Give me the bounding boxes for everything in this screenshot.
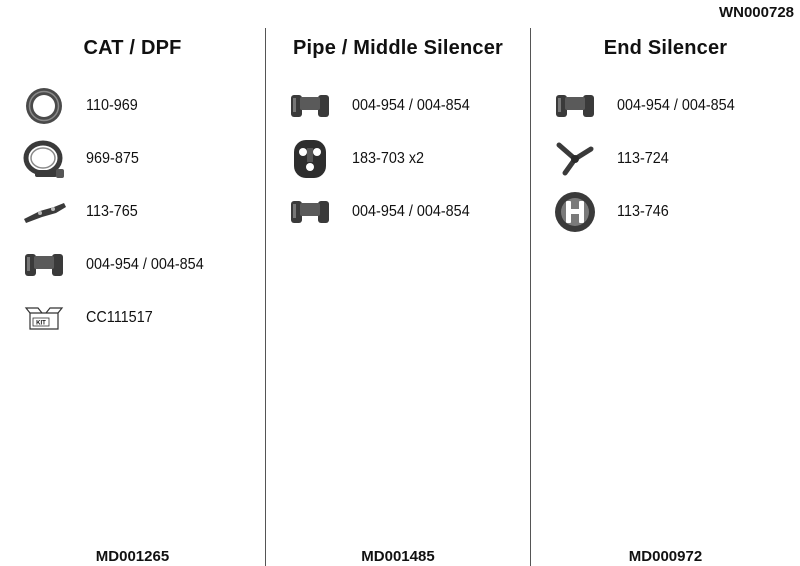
column-cat-dpf [0, 0, 265, 566]
part-number: 113-765 [86, 203, 138, 220]
part-number: 004-954 / 004-854 [86, 256, 204, 273]
part-number: 110-969 [86, 97, 138, 114]
part-number: 004-954 / 004-854 [617, 97, 735, 114]
part-row [286, 190, 483, 234]
part-number: 969-875 [86, 150, 139, 167]
column-footer-code: MD001485 [361, 548, 435, 565]
column-footer-code: MD000972 [628, 548, 703, 565]
column-end-silencer [531, 0, 800, 566]
part-row [20, 137, 145, 181]
rubber-mount-icon [286, 190, 334, 234]
rubber-mount-icon [286, 84, 334, 128]
column-title: Pipe / Middle Silencer [292, 37, 503, 59]
kit-box-icon [20, 296, 68, 340]
part-row [286, 84, 483, 128]
v-band-clamp-icon [20, 137, 68, 181]
part-row [20, 190, 144, 234]
part-row [286, 137, 432, 181]
part-row [551, 137, 675, 181]
part-number: 004-954 / 004-854 [352, 97, 470, 114]
part-number: 113-746 [617, 203, 669, 220]
round-hanger-icon [551, 190, 599, 234]
part-number: 113-724 [617, 150, 669, 167]
column-footer-code: MD001265 [95, 548, 170, 565]
part-number: 183-703 x2 [352, 150, 425, 167]
part-row [551, 190, 675, 234]
rubber-strap-icon [20, 190, 68, 234]
part-row [20, 243, 217, 287]
part-number: CC111517 [86, 309, 153, 326]
kit-box-icon-label: KIT [36, 320, 46, 327]
gasket-ring-icon [20, 84, 68, 128]
rubber-mount-icon [551, 84, 599, 128]
part-row [20, 296, 160, 340]
column-title: CAT / DPF [83, 37, 182, 59]
column-pipe-middle-silencer [266, 0, 530, 566]
rubber-hanger-icon [286, 137, 334, 181]
document-code: WN000728 [718, 4, 794, 21]
part-number: 004-954 / 004-854 [352, 203, 470, 220]
column-title: End Silencer [603, 37, 728, 59]
y-bracket-icon [551, 137, 599, 181]
part-row [551, 84, 748, 128]
rubber-mount-icon [20, 243, 68, 287]
part-row [20, 84, 144, 128]
